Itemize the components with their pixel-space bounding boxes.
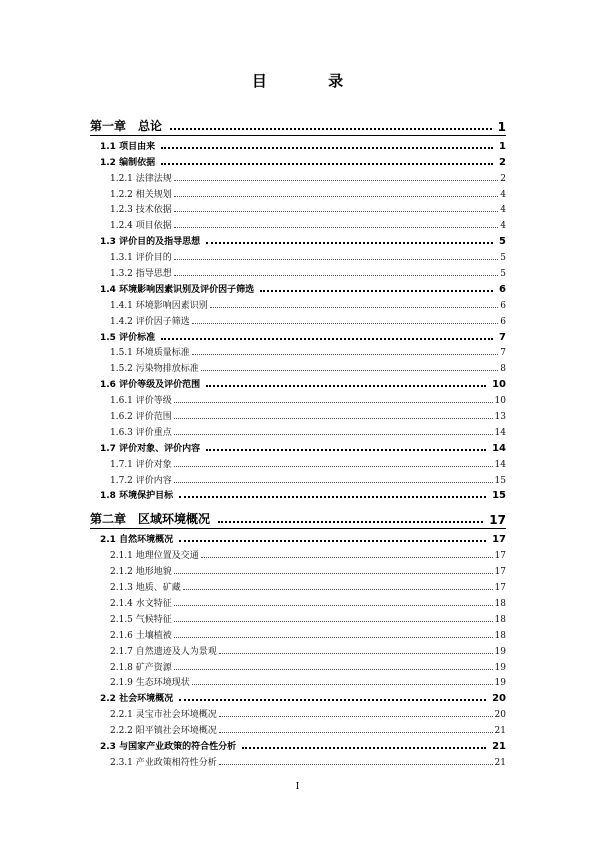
toc-entry-label: 2.3 与国家产业政策的符合性分析 (100, 741, 237, 752)
toc-entry-label: 1.4.2 评价因子筛选 (110, 316, 190, 327)
toc-entry-page: 17 (494, 567, 506, 578)
toc-entry-label: 1.4 环境影响因素识别及评价因子筛选 (100, 284, 255, 295)
toc-entry-label: 2.1.5 气候特征 (110, 614, 172, 625)
toc-entry-label: 1.6.1 评价等级 (110, 396, 172, 407)
toc-entry-section[interactable] (90, 374, 506, 390)
toc-entry-sub[interactable] (90, 593, 506, 609)
toc-entry-sub[interactable] (90, 673, 506, 689)
dot-leader (192, 354, 499, 355)
toc-entry-section[interactable] (90, 327, 506, 343)
toc-entry-page: 18 (494, 630, 506, 641)
toc-entry-page: 1 (499, 140, 506, 152)
dot-leader (174, 402, 493, 403)
toc-entry-page: 17 (494, 551, 506, 562)
toc-entry-sub[interactable] (90, 657, 506, 673)
toc-entry-label: 2.1.2 地形地貌 (110, 567, 172, 578)
toc-entry-sub[interactable] (90, 390, 506, 406)
toc-entry-label: 1.3.1 评价目的 (110, 253, 172, 264)
dot-leader (174, 621, 493, 622)
dot-leader (192, 323, 499, 324)
dot-leader (174, 482, 493, 483)
toc-entry-label: 1.3 评价目的及指导思想 (100, 237, 201, 248)
toc-entry-sub[interactable] (90, 406, 506, 422)
toc-entry-page: 21 (494, 726, 506, 737)
toc-entry-page: 5 (500, 269, 506, 280)
dot-leader (174, 275, 499, 276)
toc-entry-label: 2.2.1 灵宝市社会环境概况 (110, 710, 217, 721)
dot-leader (174, 637, 493, 638)
dot-leader (201, 557, 493, 558)
toc-entry-page: 19 (494, 646, 506, 657)
toc-entry-sub[interactable] (90, 752, 506, 768)
dot-leader (170, 128, 492, 130)
toc-entry-page: 4 (500, 221, 506, 232)
toc-entry-page: 5 (500, 253, 506, 264)
toc-entry-page: 8 (500, 364, 506, 375)
toc-entry-label: 2.1.6 土壤植被 (110, 630, 172, 641)
dot-leader (174, 573, 493, 574)
toc-entry-page: 15 (492, 490, 506, 502)
toc-entry-label: 1.6.3 评价重点 (110, 427, 172, 438)
toc-entry-page: 15 (494, 475, 506, 486)
toc-entry-label: 第一章 总论 (90, 119, 163, 133)
toc-entry-label: 1.2 编制依据 (100, 157, 156, 168)
toc-entry-label: 1.3.2 指导思想 (110, 269, 172, 280)
dot-leader (179, 540, 486, 542)
dot-leader (219, 653, 493, 654)
toc-entry-page: 5 (499, 236, 506, 248)
toc-entry-label: 2.1.3 地质、矿藏 (110, 583, 181, 594)
toc-entry-sub[interactable] (90, 358, 506, 374)
toc-entry-section[interactable] (90, 736, 506, 752)
toc-entry-sub[interactable] (90, 263, 506, 279)
toc-entry-chapter[interactable] (90, 505, 506, 529)
toc-entry-section[interactable] (90, 529, 506, 545)
toc-entry-label: 1.5.1 环境质量标准 (110, 348, 190, 359)
toc-entry-section[interactable] (90, 688, 506, 704)
dot-leader (206, 449, 486, 451)
dot-leader (183, 589, 493, 590)
toc-entry-page: 14 (494, 427, 506, 438)
toc-entry-page: 14 (494, 459, 506, 470)
toc-entry-sub[interactable] (90, 704, 506, 720)
toc-entry-page: 20 (494, 710, 506, 721)
toc-entry-page: 17 (489, 513, 506, 528)
toc-entry-label: 1.2.2 相关规划 (110, 189, 172, 200)
toc-entry-chapter[interactable] (90, 112, 506, 136)
toc-entry-sub[interactable] (90, 454, 506, 470)
dot-leader (179, 496, 486, 498)
toc-entry-label: 2.1.9 生态环境现状 (110, 678, 190, 689)
toc-entry-label: 1.6.2 评价范围 (110, 412, 172, 423)
toc-entry-label: 1.7.2 评价内容 (110, 475, 172, 486)
toc-entry-section[interactable] (90, 231, 506, 247)
dot-leader (219, 716, 493, 717)
toc-entry-page: 2 (499, 156, 506, 168)
toc-entry-label: 2.3.1 产业政策相符性分析 (110, 757, 217, 768)
dot-leader (219, 764, 493, 765)
dot-leader (201, 370, 499, 371)
toc-entry-label: 2.2 社会环境概况 (100, 694, 174, 705)
toc-entry-page: 10 (492, 379, 506, 391)
toc-entry-sub[interactable] (90, 422, 506, 438)
page-number: I (295, 782, 300, 792)
toc-entry-label: 2.1.4 水文特征 (110, 598, 172, 609)
dot-leader (174, 211, 499, 212)
toc-entry-sub[interactable] (90, 625, 506, 641)
toc-entry-page: 18 (494, 614, 506, 625)
dot-leader (242, 747, 486, 749)
toc-entry-sub[interactable] (90, 311, 506, 327)
toc-entry-label: 1.8 环境保护目标 (100, 491, 174, 502)
toc-entry-page: 14 (492, 442, 506, 454)
toc-entry-page: 4 (500, 189, 506, 200)
toc-entry-page: 6 (500, 316, 506, 327)
dot-leader (161, 338, 493, 340)
dot-leader (174, 605, 493, 606)
dot-leader (161, 163, 493, 165)
dot-leader (174, 466, 493, 467)
toc-entry-page: 21 (494, 757, 506, 768)
toc-entry-label: 1.5 评价标准 (100, 332, 156, 343)
toc-entry-sub[interactable] (90, 609, 506, 625)
toc-entry-section[interactable] (90, 279, 506, 295)
dot-leader (174, 418, 493, 419)
toc-entry-sub[interactable] (90, 184, 506, 200)
toc-entry-section[interactable] (90, 152, 506, 168)
toc-entry-page: 4 (500, 205, 506, 216)
toc-entry-label: 1.4.1 环境影响因素识别 (110, 300, 208, 311)
toc-entry-page: 7 (499, 331, 506, 343)
toc-entry-page: 7 (500, 348, 506, 359)
toc-entry-sub[interactable] (90, 470, 506, 486)
toc-entry-label: 1.2.1 法律法规 (110, 173, 172, 184)
dot-leader (219, 732, 493, 733)
toc-entry-label: 1.7.1 评价对象 (110, 459, 172, 470)
toc-entry-sub[interactable] (90, 545, 506, 561)
toc-entry-sub[interactable] (90, 168, 506, 184)
toc-entry-section[interactable] (90, 438, 506, 454)
toc-entry-page: 19 (494, 662, 506, 673)
toc-entry-page: 13 (494, 412, 506, 423)
toc-entry-sub[interactable] (90, 200, 506, 216)
dot-leader (192, 684, 493, 685)
toc-entry-page: 21 (492, 740, 506, 752)
dot-leader (206, 242, 493, 244)
toc-entry-page: 17 (492, 534, 506, 546)
dot-leader (174, 259, 499, 260)
toc-entry-label: 2.1.7 自然遗迹及人为景观 (110, 646, 217, 657)
toc-entry-section[interactable] (90, 136, 506, 152)
toc-entry-sub[interactable] (90, 561, 506, 577)
dot-leader (174, 434, 493, 435)
toc-entry-page: 19 (494, 678, 506, 689)
toc-entry-sub[interactable] (90, 215, 506, 231)
toc-entry-label: 第二章 区域环境概况 (90, 512, 211, 527)
toc-entry-sub[interactable] (90, 641, 506, 657)
toc-entry-label: 1.2.3 技术依据 (110, 205, 172, 216)
dot-leader (174, 227, 499, 228)
toc-entry-label: 1.5.2 污染物排放标准 (110, 364, 199, 375)
toc-entry-page: 6 (500, 300, 506, 311)
dot-leader (206, 385, 486, 387)
toc-entry-label: 1.1 项目由来 (100, 141, 156, 152)
toc-entry-label: 2.1.8 矿产资源 (110, 662, 172, 673)
toc-entry-sub[interactable] (90, 295, 506, 311)
toc-entry-sub[interactable] (90, 343, 506, 359)
dot-leader (174, 180, 499, 181)
dot-leader (179, 699, 486, 701)
toc-entry-label: 2.2.2 阳平镇社会环境概况 (110, 726, 217, 737)
toc-entry-sub[interactable] (90, 577, 506, 593)
toc-entry-label: 1.6 评价等级及评价范围 (100, 380, 201, 391)
page-title: 目 录 (251, 72, 372, 90)
toc-entry-page: 17 (494, 583, 506, 594)
dot-leader (174, 669, 493, 670)
table-of-contents (90, 108, 506, 768)
toc-entry-sub[interactable] (90, 720, 506, 736)
dot-leader (174, 196, 499, 197)
dot-leader (210, 307, 499, 308)
dot-leader (161, 147, 493, 149)
toc-entry-label: 2.1 自然环境概况 (100, 535, 174, 546)
toc-entry-page: 2 (500, 173, 506, 184)
toc-entry-page: 10 (494, 396, 506, 407)
toc-entry-sub[interactable] (90, 247, 506, 263)
dot-leader (260, 290, 493, 292)
toc-entry-label: 1.7 评价对象、评价内容 (100, 443, 201, 454)
toc-entry-section[interactable] (90, 486, 506, 502)
dot-leader (218, 521, 483, 523)
toc-entry-page: 20 (492, 693, 506, 705)
toc-entry-page: 6 (499, 283, 506, 295)
toc-entry-label: 2.1.1 地理位置及交通 (110, 551, 199, 562)
toc-entry-label: 1.2.4 项目依据 (110, 221, 172, 232)
toc-entry-page: 1 (497, 120, 506, 134)
toc-entry-page: 18 (494, 598, 506, 609)
